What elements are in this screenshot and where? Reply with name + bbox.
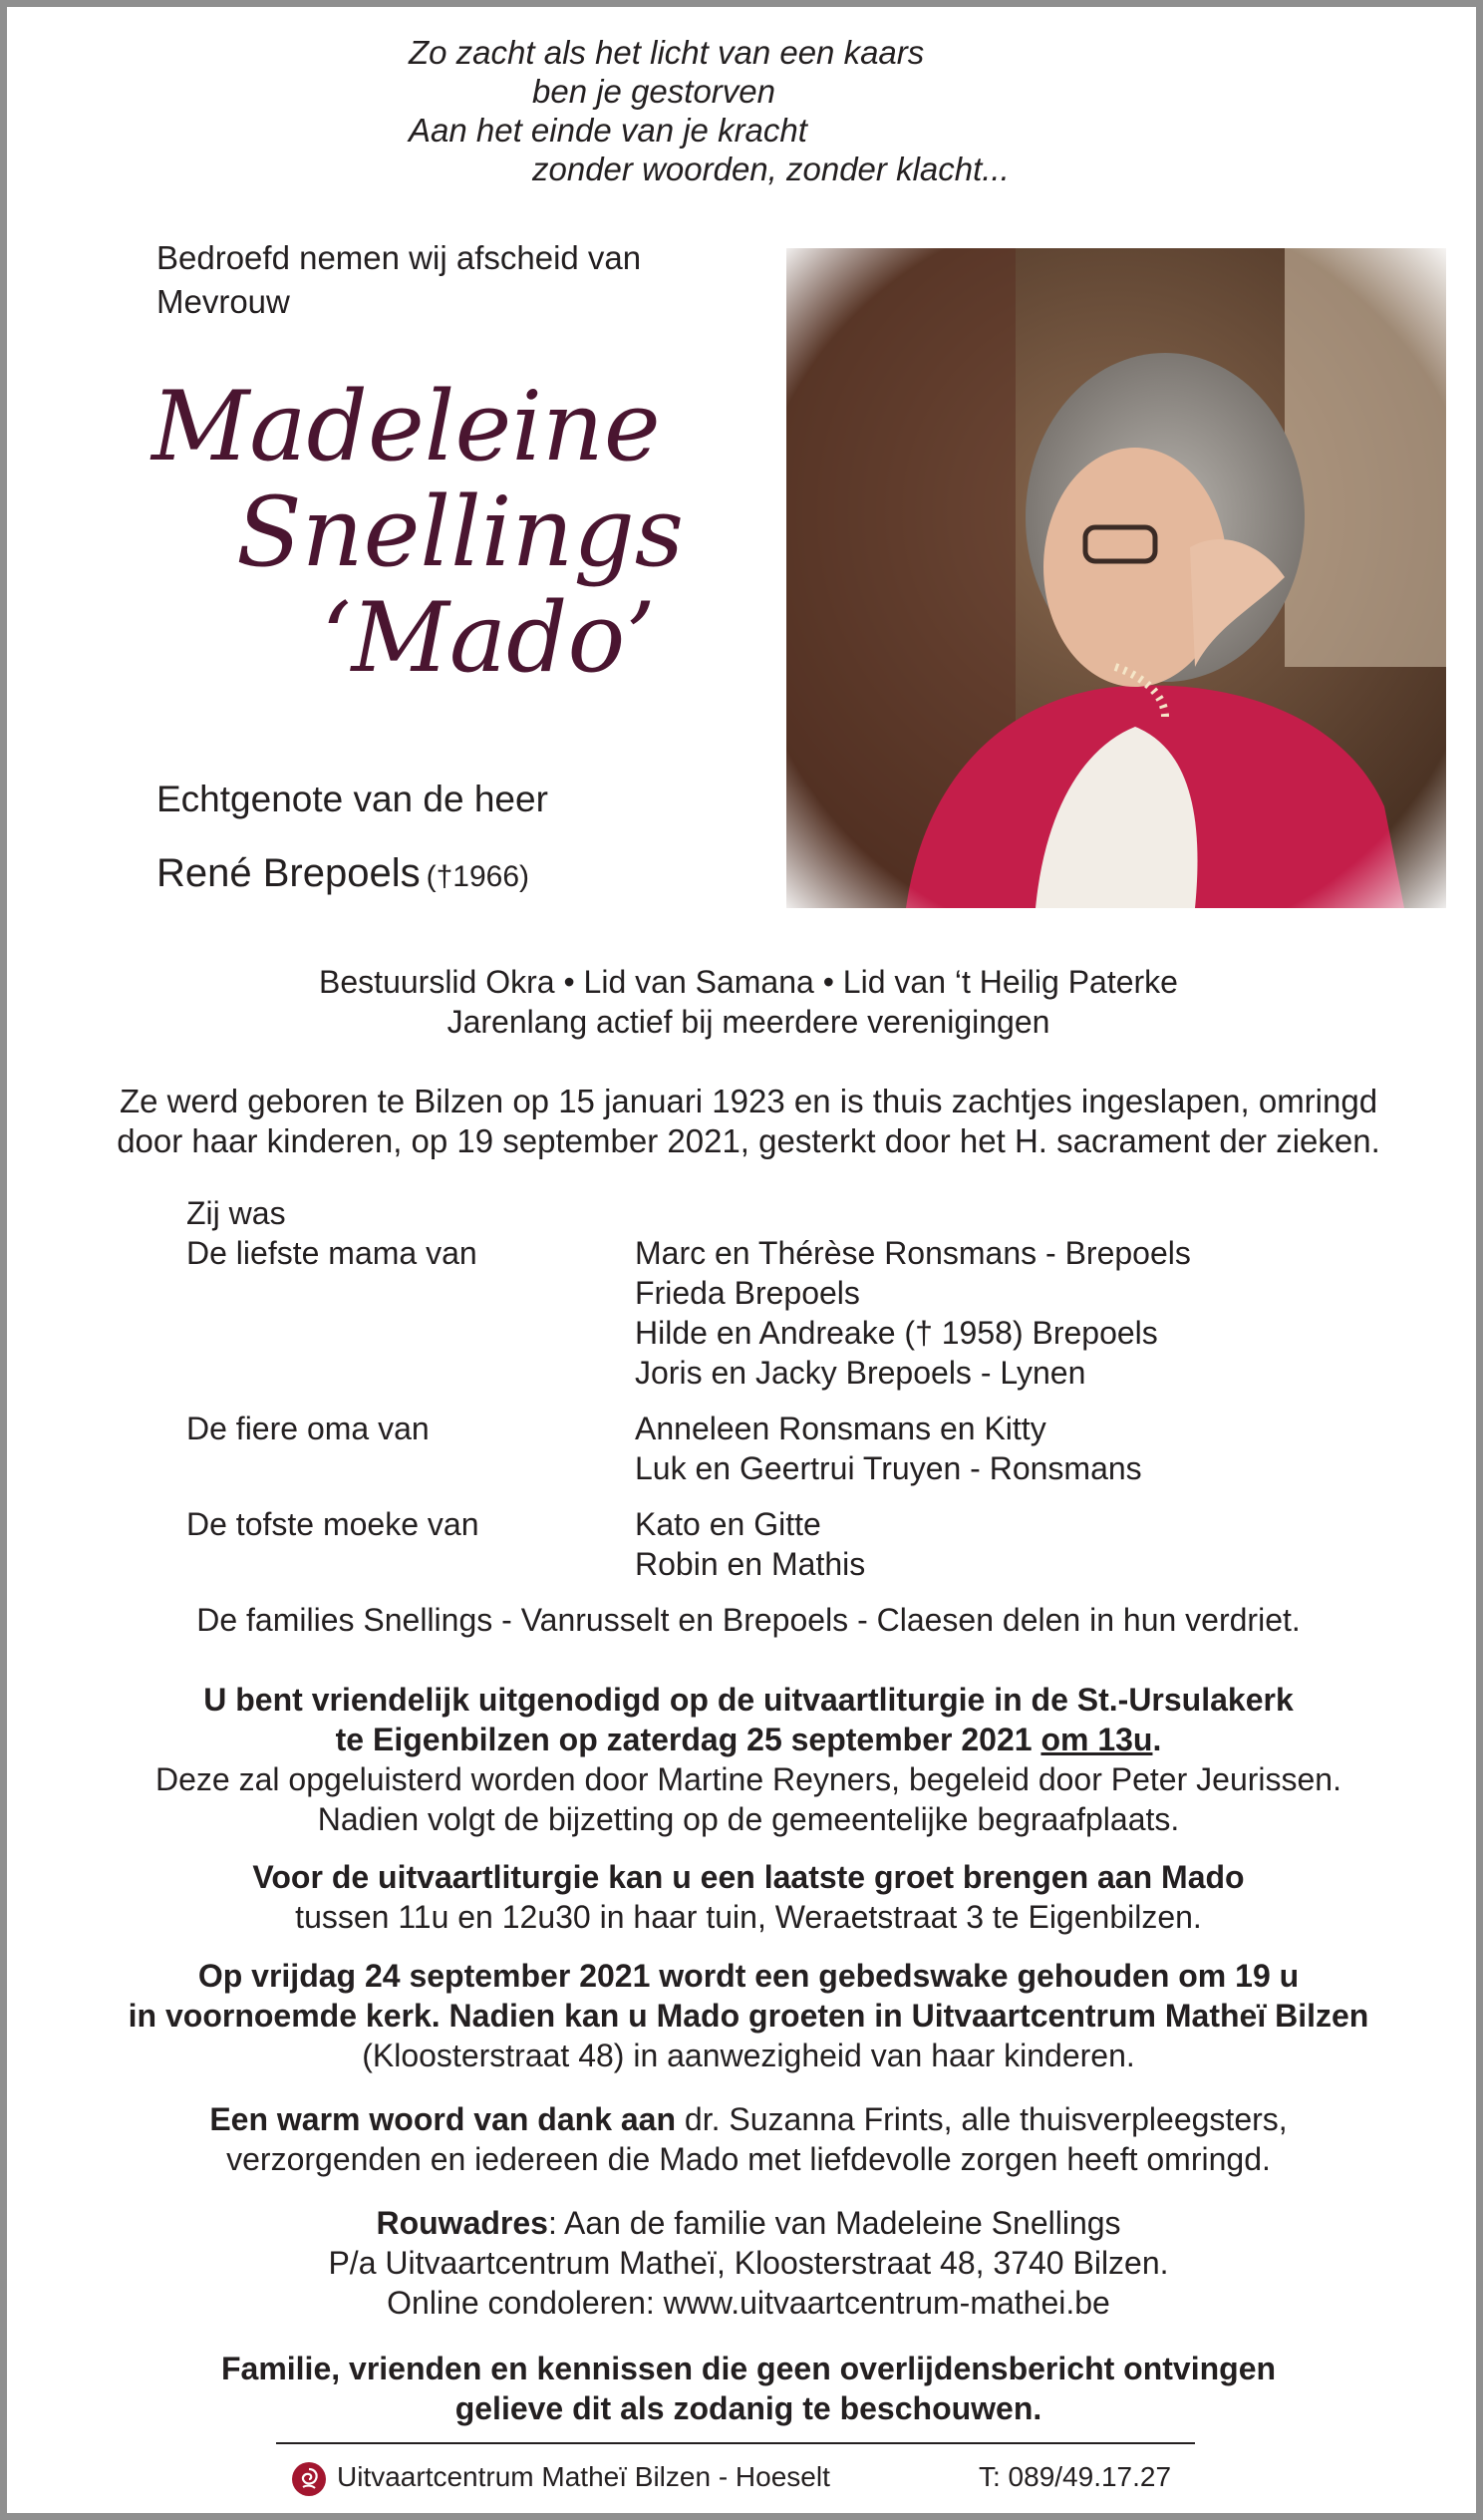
footer-phone: T: 089/49.17.27 (979, 2461, 1172, 2492)
family-name: Kato en Gitte (635, 1506, 821, 1542)
birth-line-2: door haar kinderen, op 19 september 2021, gesterkt door het H. sacrament der zieken. (117, 1122, 1380, 1159)
poem-line-3: Aan het einde van je kracht (409, 112, 807, 149)
funeral-line-3: Deze zal opgeluisterd worden door Martine Reyners, begeleid door Peter Jeurissen. (155, 1761, 1341, 1797)
family-name: Luk en Geertrui Truyen - Ronsmans (635, 1450, 1142, 1486)
birth-paragraph (14, 1082, 1483, 1161)
spouse-name-line (156, 849, 529, 901)
footer (291, 2457, 1172, 2497)
deceased-name (151, 371, 685, 694)
poem (409, 33, 1010, 188)
spouse-years: (†1966) (426, 860, 530, 893)
wake-line-3: (Kloosterstraat 48) in aanwezigheid van haar kinderen. (362, 2038, 1135, 2073)
first-name: Madeleine (151, 371, 661, 482)
funeral-info (14, 1680, 1483, 1839)
portrait-photo (786, 248, 1446, 908)
poem-line-2: ben je gestorven (532, 73, 776, 110)
funeral-line-2 (14, 1720, 1483, 1759)
family-name: Frieda Brepoels (635, 1275, 860, 1311)
funeral-line-4: Nadien volgt de bijzetting op de gemeentelijke begraafplaats. (317, 1801, 1180, 1837)
footer-company: Uitvaartcentrum Matheï Bilzen - Hoeselt (337, 2461, 830, 2492)
address-recipient: : Aan de familie van Madeleine Snellings (547, 2205, 1121, 2241)
address-line-3: Online condoleren: www.uitvaartcentrum-mathei.be (387, 2285, 1110, 2321)
intro (156, 236, 641, 324)
notice-info (14, 2349, 1483, 2428)
last-name: Snellings (236, 476, 685, 588)
family-name: Robin en Mathis (635, 1546, 866, 1582)
spouse-name: René Brepoels (156, 851, 421, 895)
notice-line-2: gelieve dit als zodanig te beschouwen. (454, 2390, 1042, 2426)
intro-line-1: Bedroefd nemen wij afscheid van (156, 239, 642, 276)
family-name: Joris en Jacky Brepoels - Lynen (635, 1355, 1086, 1391)
greeting-line-2: tussen 11u en 12u30 in haar tuin, Weraetstraat 3 te Eigenbilzen. (295, 1899, 1202, 1935)
wake-line-2: in voornoemde kerk. Nadien kan u Mado groeten in Uitvaartcentrum Matheï Bilzen (128, 1998, 1369, 2034)
family-intro: Zij was (186, 1195, 286, 1231)
footer-divider (276, 2442, 1195, 2444)
spouse-relation: Echtgenote van de heer (156, 779, 548, 819)
family-name: Marc en Thérèse Ronsmans - Brepoels (635, 1235, 1191, 1271)
family-label: De liefste mama van (186, 1235, 477, 1271)
family-name: Anneleen Ronsmans en Kitty (635, 1411, 1046, 1446)
memberships-line-1: Bestuurslid Okra • Lid van Samana • Lid van ‘t Heilig Paterke (319, 964, 1178, 1000)
family-label: De fiere oma van (186, 1411, 430, 1446)
thanks-heading: Een warm woord van dank aan (209, 2101, 677, 2137)
address-line-2: P/a Uitvaartcentrum Matheï, Kloosterstraat 48, 3740 Bilzen. (328, 2245, 1169, 2281)
funeral-time: om 13u (1040, 1722, 1153, 1757)
funeral-date: te Eigenbilzen op zaterdag 25 september 2021 (335, 1722, 1041, 1757)
thanks-names: dr. Suzanna Frints, alle thuisverpleegsters, (676, 2101, 1288, 2137)
funeral-dot: . (1152, 1722, 1162, 1757)
family-name: Hilde en Andreake († 1958) Brepoels (635, 1315, 1158, 1351)
rose-logo-icon (291, 2461, 327, 2497)
wake-line-1: Op vrijdag 24 september 2021 wordt een gebedswake gehouden om 19 u (197, 1958, 1300, 1994)
memberships-line-2: Jarenlang actief bij meerdere verenigingen (446, 1004, 1050, 1040)
family-label: De tofste moeke van (186, 1506, 479, 1542)
funeral-line-1: U bent vriendelijk uitgenodigd op de uitvaartliturgie in de St.-Ursulakerk (203, 1682, 1294, 1718)
families-line: De families Snellings - Vanrusselt en Brepoels - Claesen delen in hun verdriet. (196, 1602, 1301, 1638)
poem-line-4: zonder woorden, zonder klacht... (532, 151, 1010, 187)
address-line-1 (14, 2203, 1483, 2243)
poem-line-1: Zo zacht als het licht van een kaars (409, 34, 925, 71)
birth-line-1: Ze werd geboren te Bilzen op 15 januari 1923 en is thuis zachtjes ingeslapen, omringd (119, 1083, 1378, 1119)
greeting-line-1: Voor de uitvaartliturgie kan u een laatste groet brengen aan Mado (252, 1859, 1245, 1895)
memberships (14, 962, 1483, 1042)
address-info (14, 2203, 1483, 2323)
thanks-info (14, 2099, 1483, 2179)
greeting-info (14, 1857, 1483, 1937)
address-label: Rouwadres (376, 2205, 548, 2241)
wake-info (14, 1956, 1483, 2075)
thanks-line-2: verzorgenden en iedereen die Mado met liefdevolle zorgen heeft omringd. (226, 2141, 1271, 2177)
nickname: ‘Mado’ (321, 582, 656, 694)
thanks-line-1 (14, 2099, 1483, 2139)
notice-line-1: Familie, vrienden en kennissen die geen overlijdensbericht ontvingen (220, 2351, 1277, 2386)
intro-line-2: Mevrouw (156, 283, 290, 320)
